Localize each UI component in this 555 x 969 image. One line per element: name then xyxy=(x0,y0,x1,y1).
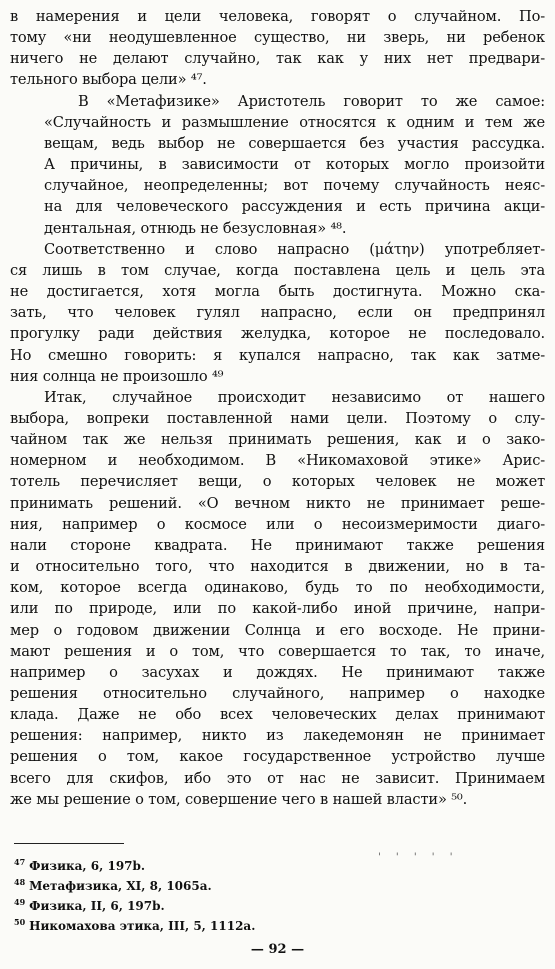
footnote xyxy=(14,894,414,914)
text-line: зать, что человек гулял напрасно, если он предпринял xyxy=(10,304,545,322)
text-line: решения о том, какое государственное устройство лучше xyxy=(10,748,545,766)
text-line: в намерения и цели человека, говорят о случайном. По- xyxy=(10,8,545,25)
footnote xyxy=(14,914,414,934)
text-line: решения: например, никто из лакедемонян не принимает xyxy=(10,727,545,745)
paragraph xyxy=(10,6,545,91)
text-line: решения относительно случайного, например о находке xyxy=(10,685,545,702)
footnote-text: Никомахова этика, III, 5, 1112a. xyxy=(29,919,256,933)
text-line: дентальная, отнюдь не безусловная» ⁴⁸. xyxy=(44,219,347,237)
paragraph xyxy=(10,91,545,239)
text-line: номерном и необходимом. В «Никомаховой этике» Арис- xyxy=(10,452,545,470)
text-line: нали стороне квадрата. Не принимают также решения xyxy=(10,536,545,554)
text-line: не достигается, хотя могла быть достигнута. Можно ска- xyxy=(10,283,545,301)
text-line: мер о годовом движении Солнца и его восходе. Не прини- xyxy=(10,621,545,639)
text-line: Но смешно говорить: я купался напрасно, так как затме- xyxy=(10,346,545,364)
text-line: ния солнца не произошло ⁴⁹ xyxy=(10,367,224,385)
text-line: ся лишь в том случае, когда поставлена цель и цель эта xyxy=(10,261,545,279)
text-line: принимать решений. «О вечном никто не принимает реше- xyxy=(10,494,545,512)
text-line: тому «ни неодушевленное существо, ни зверь, ни ребенок xyxy=(10,29,545,47)
footnote-text: Физика, 6, 197b. xyxy=(29,859,146,873)
footnotes xyxy=(14,854,414,934)
footnote xyxy=(14,874,414,894)
text-line: «Случайность и размышление относятся к одним и тем же xyxy=(44,113,545,131)
text-line: же мы решение о том, совершение чего в нашей власти» ⁵⁰. xyxy=(10,790,468,808)
text-line: на для человеческого рассуждения и есть причина акци- xyxy=(44,198,545,216)
text-line: тотель перечисляет вещи, о которых человек не может xyxy=(10,473,545,491)
text-line: ния, например о космосе или о несоизмеримости диаго- xyxy=(10,515,545,533)
text-line: например о засухах и дождях. Не принимают также xyxy=(10,663,545,681)
footnote-number: 47 xyxy=(14,857,26,867)
text-line: Итак, случайное происходит независимо от нашего xyxy=(44,388,545,406)
text-line: выбора, вопреки поставленной нами цели. Поэтому о слу- xyxy=(10,409,545,427)
text-line: и относительно того, что находится в движении, но в та- xyxy=(10,558,545,576)
text-line: чайном так же нельзя принимать решения, как и о зако- xyxy=(10,431,545,449)
footnote xyxy=(14,854,414,874)
paragraph xyxy=(10,387,545,810)
page-number: — 92 — xyxy=(250,942,305,957)
body-text xyxy=(10,6,545,810)
text-line: В «Метафизике» Аристотель говорит то же самое: xyxy=(78,92,545,110)
text-line: прогулку ради действия желудка, которое не последовало. xyxy=(10,325,545,343)
text-line: всего для скифов, ибо это от нас не зависит. Принимаем xyxy=(10,769,545,787)
text-line: вещам, ведь выбор не совершается без участия рассудка. xyxy=(44,134,545,152)
paragraph xyxy=(10,239,545,387)
text-line: или по природе, или по какой-либо иной причине, напри- xyxy=(10,600,545,618)
footnote-text: Физика, II, 6, 197b. xyxy=(29,899,165,913)
text-line: клада. Даже не обо всех человеческих делах принимают xyxy=(10,706,545,724)
footnote-number: 49 xyxy=(14,897,26,907)
text-line: случайное, неопределенны; вот почему случайность неяс- xyxy=(44,177,545,195)
footnote-number: 50 xyxy=(14,917,26,927)
footnote-text: Метафизика, XI, 8, 1065a. xyxy=(29,879,212,893)
text-line: ком, которое всегда одинаково, будь то по необходимости, xyxy=(10,579,545,597)
text-line: Соответственно и слово напрасно (μάτην) употребляет- xyxy=(44,240,545,258)
footnote-divider xyxy=(14,843,124,844)
text-line: А причины, в зависимости от которых могло произойти xyxy=(44,156,545,174)
text-line: мают решения и о том, что совершается то так, то иначе, xyxy=(10,642,545,660)
text-line: тельного выбора цели» ⁴⁷. xyxy=(10,71,207,89)
scan-marks: ' ' ' ' ' xyxy=(378,852,459,863)
footnote-number: 48 xyxy=(14,877,26,887)
text-line: ничего не делают случайно, так как у них нет предвари- xyxy=(10,50,545,68)
